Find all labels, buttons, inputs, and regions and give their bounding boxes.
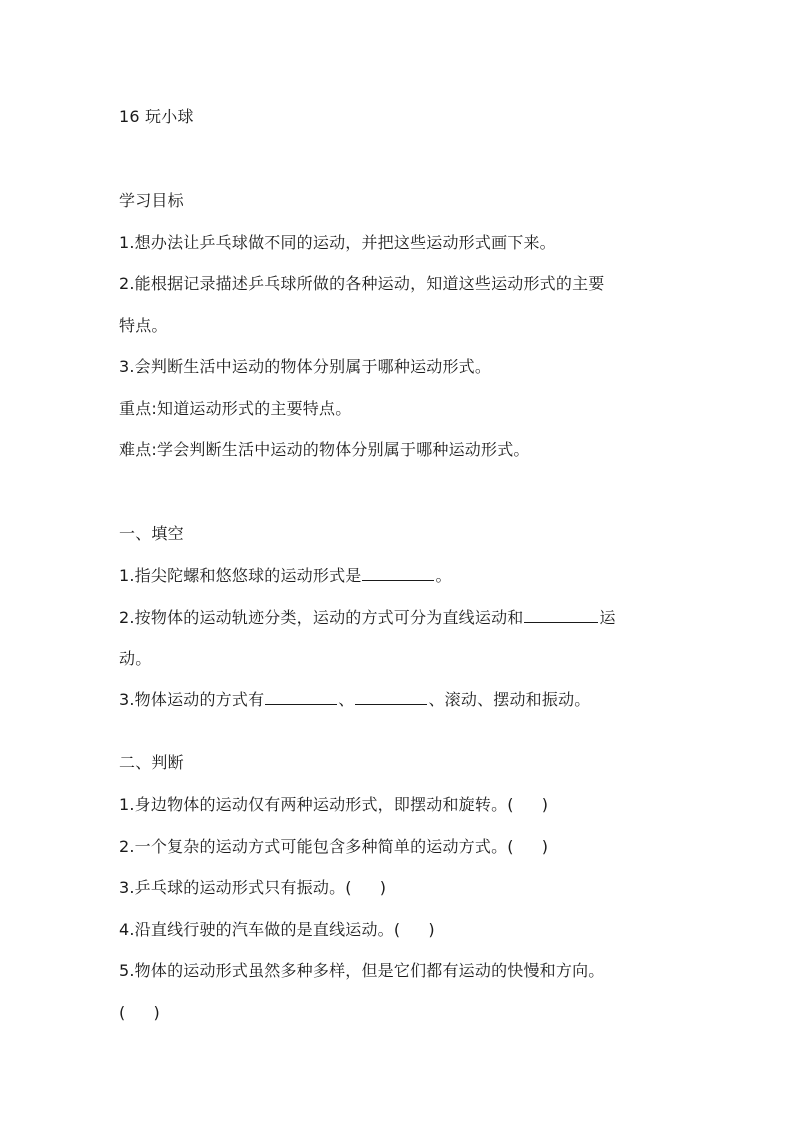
paren-close: ) — [153, 1003, 160, 1022]
judge-question-5: 5.物体的运动形式虽然多种多样，但是它们都有运动的快慢和方向。 — [119, 961, 605, 980]
answer-blank[interactable] — [265, 689, 337, 705]
paren-open: ( — [507, 837, 514, 856]
paren-close: ) — [379, 878, 387, 897]
paren-close: ) — [428, 920, 435, 939]
judge-q1-text: 1.身边物体的运动仅有两种运动形式，即摆动和旋转。 — [119, 795, 508, 814]
answer-blank[interactable] — [524, 607, 598, 623]
judge-question-4 — [119, 919, 435, 941]
judge-q4-text: 4.沿直线行驶的汽车做的是直线运动。 — [119, 920, 394, 939]
fill-question-2-continued: 动。 — [119, 649, 152, 668]
goal-item-3: 3.会判断生活中运动的物体分别属于哪种运动形式。 — [119, 357, 492, 376]
fill-heading: 一、填空 — [119, 524, 184, 543]
answer-blank[interactable] — [362, 565, 434, 581]
fill-question-3 — [119, 689, 591, 711]
judge-question-2 — [119, 836, 548, 858]
key-point: 重点:知道运动形式的主要特点。 — [119, 399, 352, 418]
judge-q3-text: 3.乒乓球的运动形式只有振动。 — [119, 878, 346, 897]
fill-question-2 — [119, 607, 616, 629]
fill-q1-end: 。 — [435, 566, 452, 585]
paren-close: ) — [541, 837, 549, 856]
fill-q3-text: 3.物体运动的方式有 — [119, 690, 265, 709]
fill-q3-separator: 、 — [338, 690, 355, 709]
judge-question-3 — [119, 877, 386, 899]
fill-question-1 — [119, 565, 452, 587]
difficulty-point: 难点:学会判断生活中运动的物体分别属于哪种运动形式。 — [119, 440, 530, 459]
page-title: 16 玩小球 — [119, 107, 194, 126]
judge-question-1 — [119, 794, 548, 816]
fill-q1-text: 1.指尖陀螺和悠悠球的运动形式是 — [119, 566, 362, 585]
goals-heading: 学习目标 — [119, 191, 184, 210]
fill-q2-text: 2.按物体的运动轨迹分类，运动的方式可分为直线运动和 — [119, 608, 524, 627]
fill-q2-end: 运 — [599, 608, 616, 627]
goal-item-2-line-1: 2.能根据记录描述乒乓球所做的各种运动，知道这些运动形式的主要 — [119, 274, 605, 293]
judge-heading: 二、判断 — [119, 753, 184, 772]
judge-question-5-answer — [119, 1002, 160, 1024]
paren-close: ) — [541, 795, 549, 814]
paren-open: ( — [345, 878, 352, 897]
paren-open: ( — [393, 920, 401, 939]
paren-open: ( — [119, 1003, 126, 1022]
answer-blank[interactable] — [355, 689, 427, 705]
fill-q3-end: 、滚动、摆动和振动。 — [428, 690, 591, 709]
goal-item-2-line-2: 特点。 — [119, 316, 168, 335]
paren-open: ( — [507, 795, 514, 814]
judge-q2-text: 2.一个复杂的运动方式可能包含多种简单的运动方式。 — [119, 837, 508, 856]
goal-item-1: 1.想办法让乒乓球做不同的运动，并把这些运动形式画下来。 — [119, 233, 556, 252]
